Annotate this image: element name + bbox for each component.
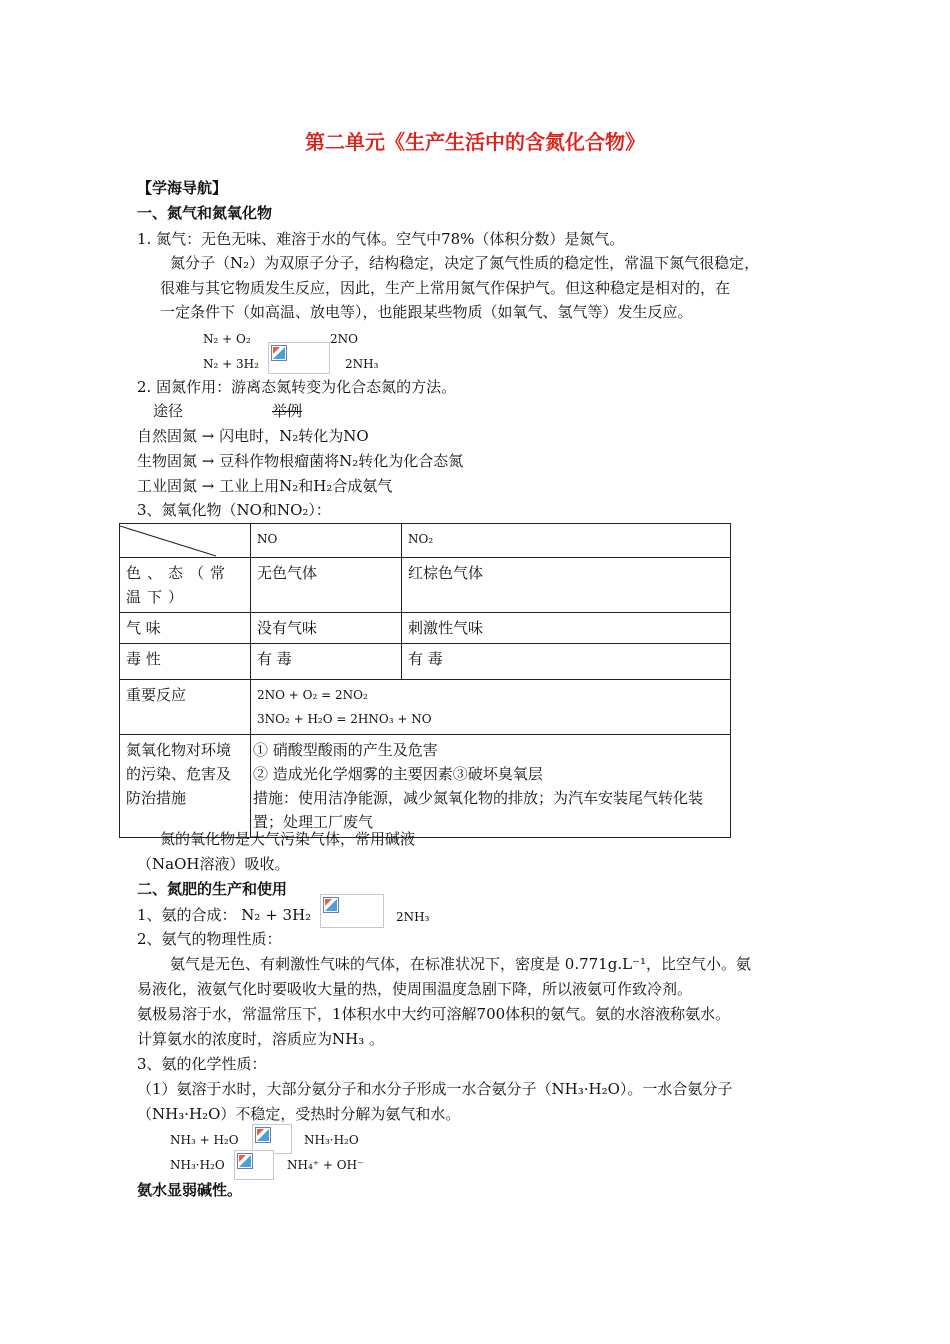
- equation-right: 2NH₃: [345, 357, 379, 371]
- table-header-cell: NO: [251, 524, 402, 558]
- list-item: ① 硝酸型酸雨的产生及危害: [253, 741, 438, 759]
- diagonal-divider: [120, 524, 262, 558]
- fixation-item: 自然固氮 → 闪电时，N₂转化为NO: [137, 427, 369, 445]
- paragraph: 2. 固氮作用：游离态氮转变为化合态氮的方法。: [137, 378, 457, 396]
- table-row-label: 重要反应: [120, 680, 251, 735]
- equation-right: 2NH₃: [396, 910, 430, 924]
- section-1-heading: 一、氮气和氮氧化物: [137, 204, 273, 222]
- table-row: [120, 613, 731, 644]
- paragraph: 1、氨的合成： N₂ + 3H₂: [137, 906, 312, 924]
- paragraph: 一定条件下（如高温、放电等），也能跟某些物质（如氧气、氢气等）发生反应。: [160, 303, 693, 321]
- list-item: 措施：使用洁净能源，减少氮氧化物的排放；为汽车安装尾气转化装置；处理工厂废气: [253, 789, 704, 831]
- paragraph: 1. 氮气：无色无味、难溶于水的气体。空气中78%（体积分数）是氮气。: [137, 230, 625, 248]
- table-cell: 有 毒: [251, 644, 402, 680]
- paragraph: 氮分子（N₂）为双原子分子，结构稳定，决定了氮气性质的稳定性，常温下氮气很稳定，: [170, 254, 760, 272]
- equation-left: N₂ + O₂: [203, 332, 251, 346]
- reaction-equation: 2NO + O₂ = 2NO₂: [257, 688, 368, 702]
- paragraph: 计算氨水的浓度时，溶质应为NH₃ 。: [137, 1030, 384, 1048]
- table-row-label: 色、态（常温下）: [120, 558, 251, 613]
- example-label: 举例: [272, 402, 303, 420]
- equation-right: NH₄⁺ + OH⁻: [287, 1158, 364, 1172]
- table-corner-cell: [120, 524, 251, 558]
- table-row-label: 氮氧化物对环境的污染、危害及防治措施: [120, 735, 251, 838]
- paragraph: （NaOH溶液）吸收。: [137, 855, 290, 873]
- table-cell: 没有气味: [251, 613, 402, 644]
- equation-right: 2NO: [330, 332, 358, 346]
- reaction-equation: 3NO₂ + H₂O = 2HNO₃ + NO: [257, 712, 432, 726]
- table-row: [120, 644, 731, 680]
- nitrogen-oxides-table: [119, 523, 731, 838]
- table-row: [120, 735, 731, 838]
- table-row: [120, 558, 731, 613]
- paragraph: 氨极易溶于水，常温常压下，1体积水中大约可溶解700体积的氨气。氨的水溶液称氨水。: [137, 1005, 731, 1023]
- table-row-label: 毒 性: [120, 644, 251, 680]
- table-cell: 刺激性气味: [402, 613, 731, 644]
- list-item: ② 造成光化学烟雾的主要因素③破坏臭氧层: [253, 765, 543, 783]
- broken-image-icon: [271, 345, 287, 361]
- section-2-heading: 二、氮肥的生产和使用: [137, 880, 288, 898]
- paragraph: 很难与其它物质发生反应，因此，生产上常用氮气作保护气。但这种稳定是相对的，在: [160, 279, 731, 297]
- table-row: [120, 524, 731, 558]
- fixation-item: 生物固氮 → 豆科作物根瘤菌将N₂转化为化合态氮: [137, 452, 464, 470]
- paragraph: 氮的氧化物是大气污染气体，常用碱液: [160, 830, 416, 848]
- paragraph: 3、氮氧化物（NO和NO₂）：: [137, 501, 331, 519]
- paragraph: （NH₃·H₂O）不稳定，受热时分解为氨气和水。: [137, 1105, 461, 1123]
- table-header-cell: NO₂: [402, 524, 731, 558]
- paragraph: 2、氨气的物理性质：: [137, 930, 282, 948]
- table-row-label: 气 味: [120, 613, 251, 644]
- table-cell: 有 毒: [402, 644, 731, 680]
- paragraph: （1）氨溶于水时，大部分氨分子和水分子形成一水合氨分子（NH₃·H₂O）。一水合氨分子: [137, 1080, 733, 1098]
- paragraph: 氨气是无色、有刺激性气味的气体，在标准状况下，密度是 0.771g.L⁻¹，比空气小。氨: [170, 955, 751, 973]
- paragraph: 易液化，液氨气化时要吸收大量的热，使周围温度急剧下降，所以液氨可作致冷剂。: [137, 980, 693, 998]
- reaction-condition-image: [234, 1150, 274, 1180]
- table-cell: [251, 680, 731, 735]
- paragraph: 3、氨的化学性质：: [137, 1055, 267, 1073]
- fixation-item: 工业固氮 → 工业上用N₂和H₂合成氨气: [137, 477, 393, 495]
- equation-left: NH₃ + H₂O: [170, 1133, 239, 1147]
- equation-right: NH₃·H₂O: [304, 1133, 359, 1147]
- broken-image-icon: [323, 897, 339, 913]
- route-label: 途径: [153, 402, 184, 420]
- nav-heading: 【学海导航】: [137, 179, 228, 197]
- reaction-condition-image: [268, 342, 330, 374]
- equation-left: N₂ + 3H₂: [203, 357, 259, 371]
- table-cell: 红棕色气体: [402, 558, 731, 613]
- equation-left: NH₃·H₂O: [170, 1158, 225, 1172]
- conclusion: 氨水显弱碱性。: [137, 1181, 243, 1199]
- table-cell: [251, 735, 731, 838]
- reaction-condition-image: [320, 894, 384, 928]
- page-title: 第二单元《生产生活中的含氮化合物》: [305, 130, 645, 154]
- broken-image-icon: [255, 1127, 271, 1143]
- broken-image-icon: [237, 1153, 253, 1169]
- table-row: [120, 680, 731, 735]
- table-cell: 无色气体: [251, 558, 402, 613]
